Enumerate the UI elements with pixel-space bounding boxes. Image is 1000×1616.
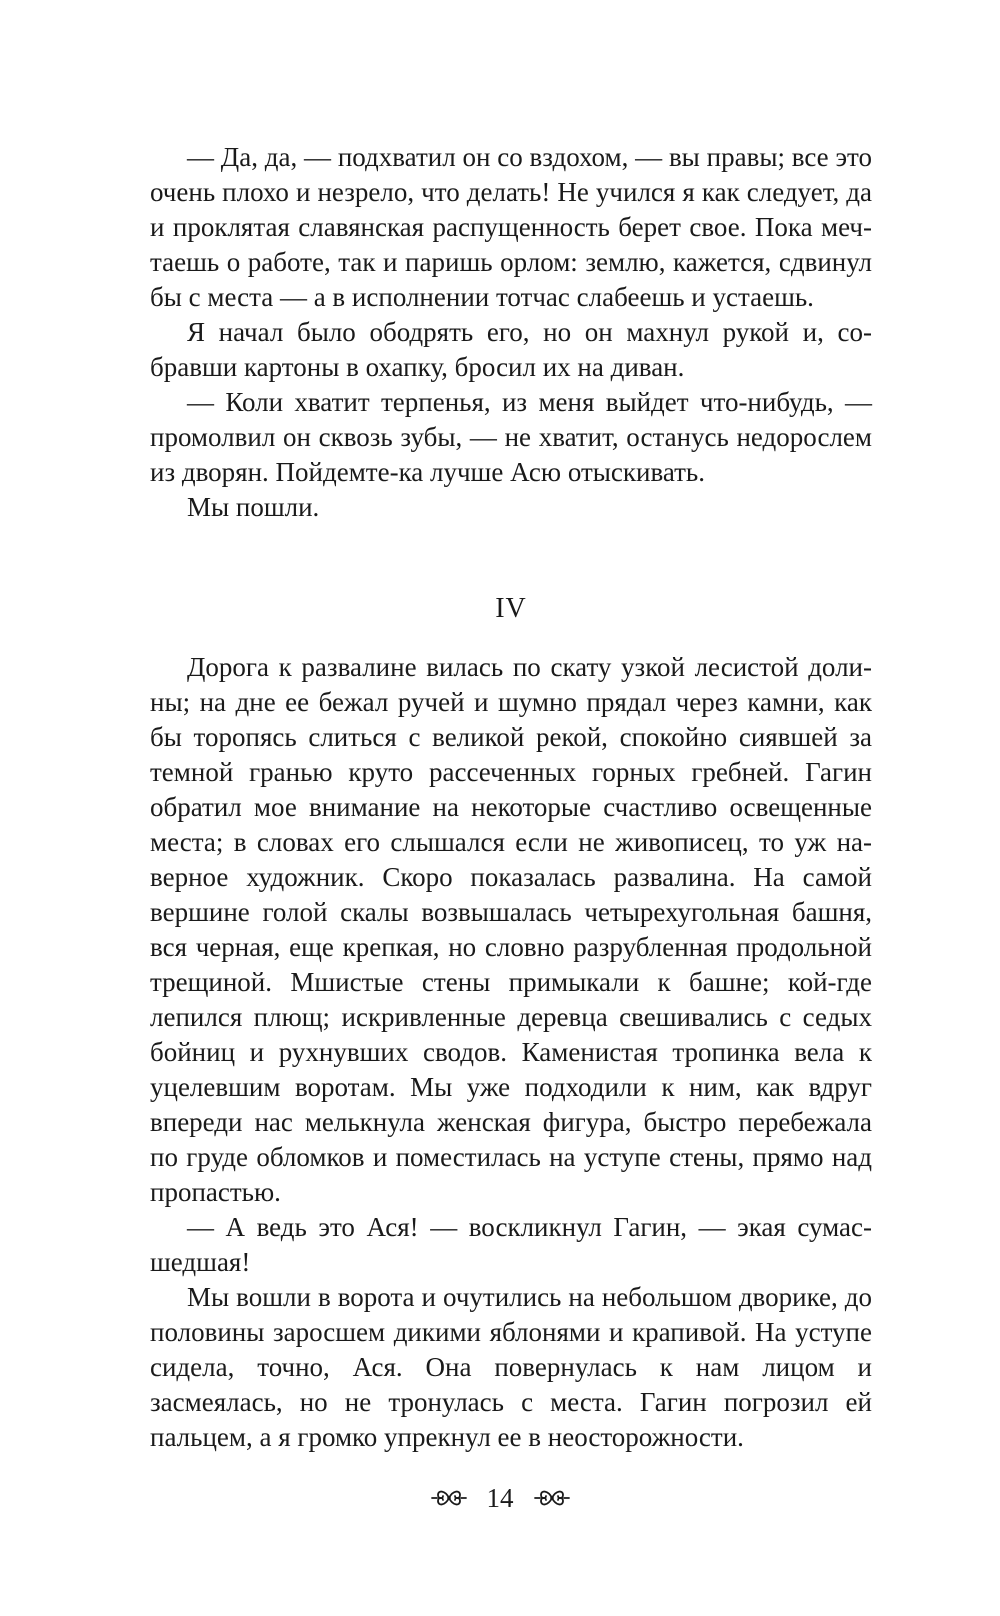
paragraph: Я начал было ободрять его, но он махнул рукой и, собравши картоны в охапку, бросил их на диван. bbox=[150, 317, 872, 382]
book-page bbox=[150, 140, 872, 1455]
paragraph: — А ведь это Ася! — воскликнул Гагин, — экая сумасшедшая! bbox=[150, 1212, 872, 1277]
ornament-left-icon bbox=[429, 1485, 469, 1511]
page-number: 14 bbox=[486, 1483, 514, 1513]
paragraph: Дорога к развалине вилась по скату узкой лесистой долины; на дне ее бежал ручей и шумно прядал через камни, как бы торопясь слиться с великой рекой, спокойно сиявшей за темной гранью круто рассеченных горных гребней. Гагин обратил мое внимание на некоторые счастливо освещенные места; в словах его слышался если не живописец, то уж наверное художник. Скоро показалась развалина. На самой вершине голой скалы возвышалась четырехугольная башня, вся черная, еще крепкая, но словно разрубленная продольной трещиной. Мшистые стены примыкали к башне; кой-где лепился плющ; искривленные деревца свешивались с седых бойниц и рухнувших сводов. Каменистая тропинка вела к уцелевшим воротам. Мы уже подходили к ним, как вдруг впереди нас мелькнула женская фигура, быстро перебежала по груде обломков и поместилась на уступе стены, прямо над пропастью. bbox=[150, 652, 872, 1207]
paragraph: Мы вошли в ворота и очутились на небольшом дворике, до половины заросшем дикими яблонями и крапивой. На уступе сидела, точно, Ася. Она повернулась к нам лицом и засмеялась, но не тронулась с места. Гагин погрозил ей пальцем, а я громко упрекнул ее в неосторожности. bbox=[150, 1282, 872, 1452]
paragraph: Мы пошли. bbox=[187, 492, 320, 522]
ornament-right-icon bbox=[532, 1485, 572, 1511]
paragraph: — Коли хватит терпенья, из меня выйдет что-нибудь, — промолвил он сквозь зубы, — не хватит, останусь недорослем из дворян. Пойдемте-ка лучше Асю отыскивать. bbox=[150, 387, 872, 487]
chapter-heading: IV bbox=[495, 593, 527, 624]
paragraph: — Да, да, — подхватил он со вздохом, — вы правы; все это очень плохо и незрело, что делать! Не учился я как следует, да и проклятая славянская распущенность берет свое. Пока мечтаешь о работе, так и паришь орлом: землю, кажется, сдвинул бы с места — а в исполнении тотчас слабеешь и устаешь. bbox=[150, 142, 872, 312]
page-footer bbox=[0, 1483, 1000, 1513]
